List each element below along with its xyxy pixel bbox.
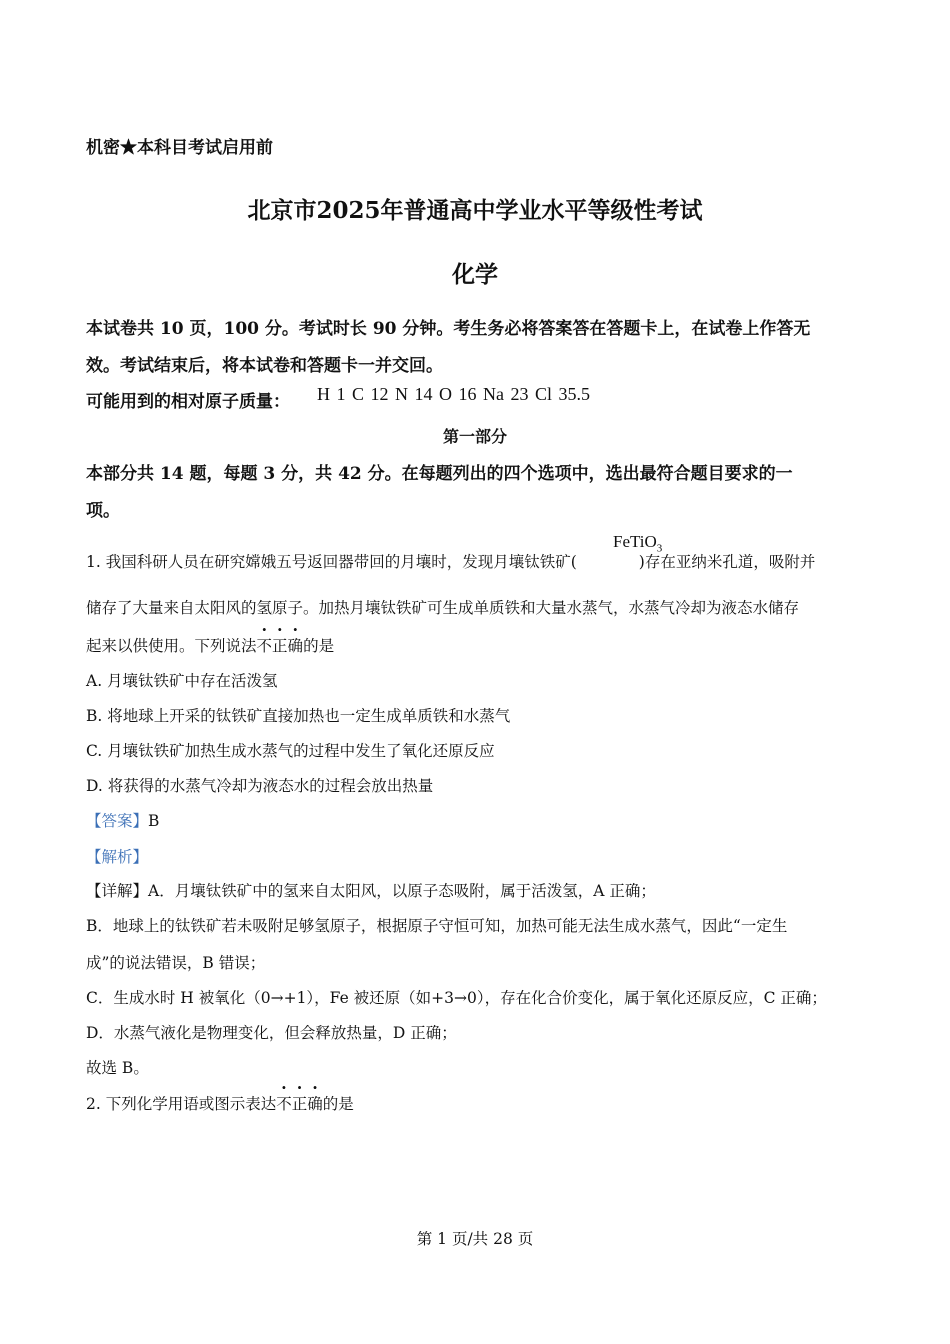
option-a: A. 月壤钛铁矿中存在活泼氢: [86, 672, 278, 690]
detail-line-4: C．生成水时 H 被氧化（0→+1），Fe 被还原（如+3→0），存在化合价变化，属于氧化还原反应，C 正确；: [86, 989, 827, 1007]
instructions-line-2: 效。考试结束后，将本试卷和答题卡一并交回。: [86, 356, 443, 376]
emphasis-char: 不: [256, 637, 273, 655]
part-description-line-2: 项。: [86, 501, 120, 521]
exam-title: 北京市2025年普通高中学业水平等级性考试: [247, 197, 703, 224]
atomic-mass-label: 可能用到的相对原子质量：: [86, 392, 290, 412]
part-description-line-1: 本部分共 14 题，每题 3 分，共 42 分。在每题列出的四个选项中，选出最符合题目要求的一: [86, 464, 793, 484]
confidential-notice: 机密★本科目考试启用前: [86, 138, 273, 158]
option-c: C. 月壤钛铁矿加热生成水蒸气的过程中发生了氧化还原反应: [86, 742, 495, 760]
emphasis-char: 确: [287, 637, 304, 655]
emphasis-char: 确: [307, 1095, 323, 1113]
analysis-label: 【解析】: [86, 848, 149, 866]
instructions-line-1: 本试卷共 10 页，100 分。考试时长 90 分钟。考生务必将答案答在答题卡上，在试卷上作答无: [86, 319, 811, 339]
emphasis-char: 不: [276, 1095, 292, 1113]
answer-line: [86, 809, 159, 831]
part-title: 第一部分: [442, 427, 507, 446]
detail-line-2: B．地球上的钛铁矿若未吸附足够氢原子，根据原子守恒可知，加热可能无法生成水蒸气，因此“一定生: [86, 917, 788, 935]
option-d: D. 将获得的水蒸气冷却为液态水的过程会放出热量: [86, 777, 434, 795]
option-b: B. 将地球上开采的钛铁矿直接加热也一定生成单质铁和水蒸气: [86, 707, 511, 725]
chemical-formula: FeTiO$_3$: [613, 532, 663, 555]
detail-line-1: 【详解】A．月壤钛铁矿中的氢来自太阳风，以原子态吸附，属于活泼氢，A 正确；: [86, 882, 656, 900]
question-1-stem-line-1: 1. 我国科研人员在研究嫦娥五号返回器带回的月壤时，发现月壤钛铁矿( )存在亚纳米孔道，吸附并: [86, 553, 816, 571]
question-1-stem-line-2: 储存了大量来自太阳风的氢原子。加热月壤钛铁矿可生成单质铁和大量水蒸气，水蒸气冷却为液态水储存: [86, 599, 800, 617]
detail-line-6: 故选 B。: [86, 1059, 149, 1077]
detail-line-5: D．水蒸气液化是物理变化，但会释放热量，D 正确；: [86, 1024, 457, 1042]
page-footer: 第 1 页/共 28 页: [416, 1230, 534, 1248]
emphasis-char: 正: [291, 1095, 308, 1113]
answer-label: 【答案】: [86, 812, 149, 830]
question-2-stem: 2. 下列化学用语或图示表达不正确的是: [86, 1092, 354, 1114]
atomic-mass-values: H 1 C 12 N 14 O 16 Na 23 Cl 35.5: [317, 384, 590, 404]
detail-line-3: 成”的说法错误，B 错误；: [86, 954, 266, 972]
emphasis-char: 正: [272, 637, 288, 655]
question-1-stem-line-3: 起来以供使用。下列说法不正确的是: [86, 634, 334, 656]
answer-value: B: [148, 812, 160, 830]
subject-title: 化学: [452, 261, 498, 288]
